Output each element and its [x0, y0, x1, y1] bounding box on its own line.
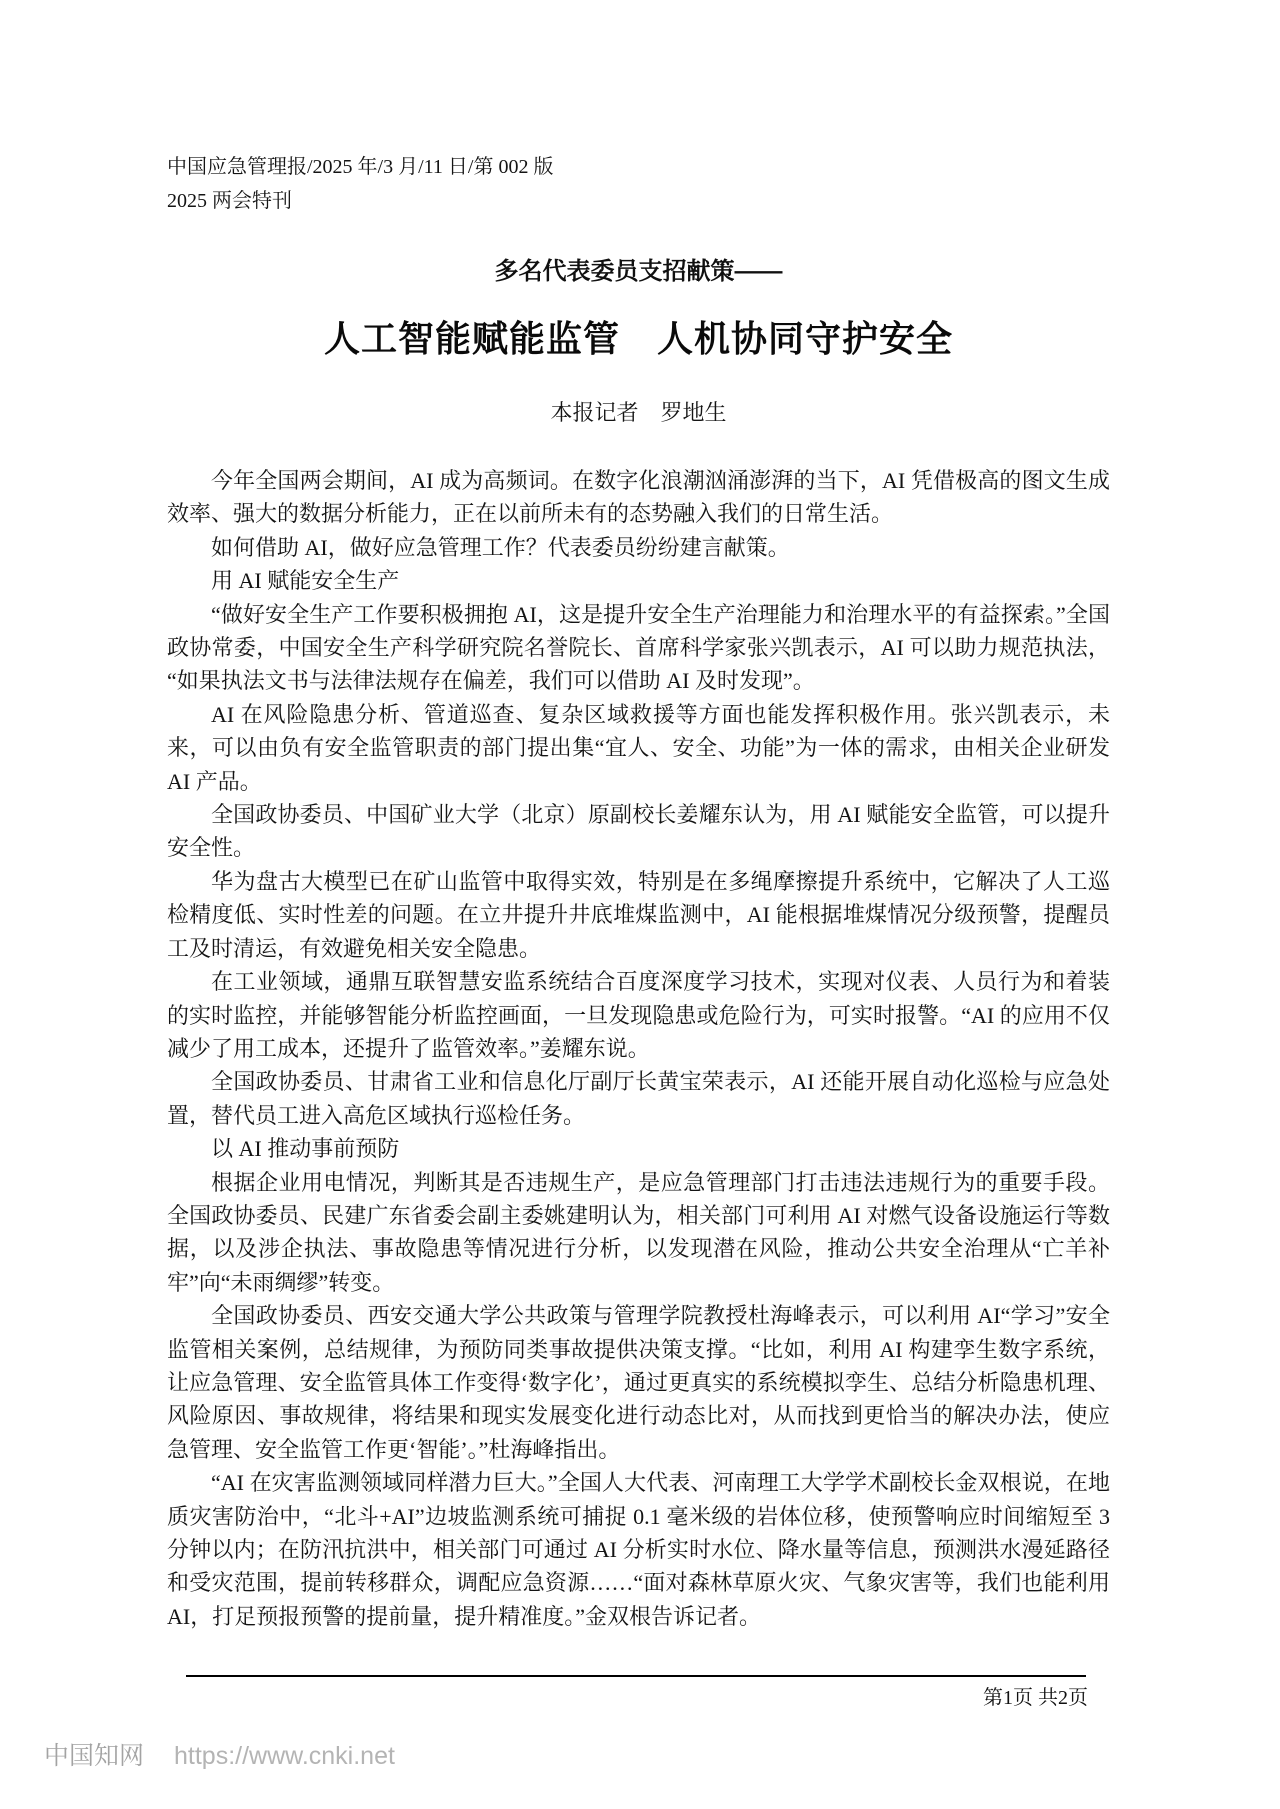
paragraph: 全国政协委员、中国矿业大学（北京）原副校长姜耀东认为，用 AI 赋能安全监管，可以提升安全性。: [167, 802, 1110, 861]
cnki-watermark: [44, 1740, 395, 1772]
source-line: 中国应急管理报/2025 年/3 月/11 日/第 002 版: [167, 156, 554, 178]
edition-line: 2025 两会特刊: [167, 190, 292, 212]
paragraph: 华为盘古大模型已在矿山监管中取得实效，特别是在多绳摩擦提升系统中，它解决了人工巡检精度低、实时性差的问题。在立井提升井底堆煤监测中，AI 能根据堆煤情况分级预警，提醒员工及时清运，有效避免相关安全隐患。: [167, 868, 1110, 961]
cnki-site-name: 中国知网: [44, 1742, 145, 1770]
article-title: 人工智能赋能监管 人机协同守护安全: [323, 318, 953, 359]
article-byline: 本报记者 罗地生: [550, 400, 727, 425]
paragraph: “AI 在灾害监测领域同样潜力巨大。”全国人大代表、河南理工大学学术副校长金双根说，在地质灾害防治中，“北斗+AI”边坡监测系统可捕捉 0.1 毫米级的岩体位移，使预警响应时间缩短至 3 分钟以内；在防汛抗洪中，相关部门可通过 AI 分析实时水位、降水量等信息，预测洪水漫延路径和受灾范围，提前转移群众，调配应急资源……“面对森林草原火灾、气象灾害等，我们也能利用 AI，打足预报预警的提前量，提升精准度。”金双根告诉记者。: [167, 1470, 1110, 1629]
paragraph: 在工业领域，通鼎互联智慧安监系统结合百度深度学习技术，实现对仪表、人员行为和着装的实时监控，并能够智能分析监控画面，一旦发现隐患或危险行为，可实时报警。“AI 的应用不仅减少了用工成本，还提升了监管效率。”姜耀东说。: [167, 969, 1110, 1061]
section-subhead: 以 AI 推动事前预防: [211, 1136, 400, 1162]
paragraph: 如何借助 AI，做好应急管理工作？代表委员纷纷建言献策。: [211, 534, 790, 560]
page-number-indicator: 第1页 共2页: [983, 1687, 1088, 1709]
paragraph: “做好安全生产工作要积极拥抱 AI，这是提升安全生产治理能力和治理水平的有益探索。”全国政协常委，中国安全生产科学研究院名誉院长、首席科学家张兴凯表示，AI 可以助力规范执法，“如果执法文书与法律法规存在偏差，我们可以借助 AI 及时发现”。: [167, 601, 1110, 694]
document-header: [167, 150, 1110, 218]
paragraph: 根据企业用电情况，判断其是否违规生产，是应急管理部门打击违法违规行为的重要手段。全国政协委员、民建广东省委会副主委姚建明认为，相关部门可利用 AI 对燃气设备设施运行等数据，以及涉企执法、事故隐患等情况进行分析，以发现潜在风险，推动公共安全治理从“亡羊补牢”向“未雨绸缪”转变。: [167, 1169, 1110, 1295]
cnki-url: https://www.cnki.net: [174, 1742, 395, 1770]
section-subhead: 用 AI 赋能安全生产: [211, 568, 400, 594]
article-body: [167, 464, 1110, 1633]
footer-divider-rule: [186, 1675, 1086, 1677]
paragraph: 全国政协委员、甘肃省工业和信息化厅副厅长黄宝荣表示，AI 还能开展自动化巡检与应急处置，替代员工进入高危区域执行巡检任务。: [167, 1069, 1110, 1128]
article-content: [167, 0, 1110, 1633]
paragraph: AI 在风险隐患分析、管道巡查、复杂区域救援等方面也能发挥积极作用。张兴凯表示，未来，可以由负有安全监管职责的部门提出集“宜人、安全、功能”为一体的需求，由相关企业研发 AI 产品。: [167, 701, 1110, 794]
article-kicker: 多名代表委员支招献策——: [494, 258, 783, 285]
paragraph: 全国政协委员、西安交通大学公共政策与管理学院教授杜海峰表示，可以利用 AI“学习”安全监管相关案例，总结规律，为预防同类事故提供决策支撑。“比如，利用 AI 构建孪生数字系统，让应急管理、安全监管具体工作变得‘数字化’，通过更真实的系统模拟孪生、总结分析隐患机理、风险原因、事故规律，将结果和现实发展变化进行动态比对，从而找到更恰当的解决办法，使应急管理、安全监管工作更‘智能’。”杜海峰指出。: [167, 1303, 1110, 1462]
paragraph: 今年全国两会期间，AI 成为高频词。在数字化浪潮汹涌澎湃的当下，AI 凭借极高的图文生成效率、强大的数据分析能力，正在以前所未有的态势融入我们的日常生活。: [167, 468, 1110, 527]
